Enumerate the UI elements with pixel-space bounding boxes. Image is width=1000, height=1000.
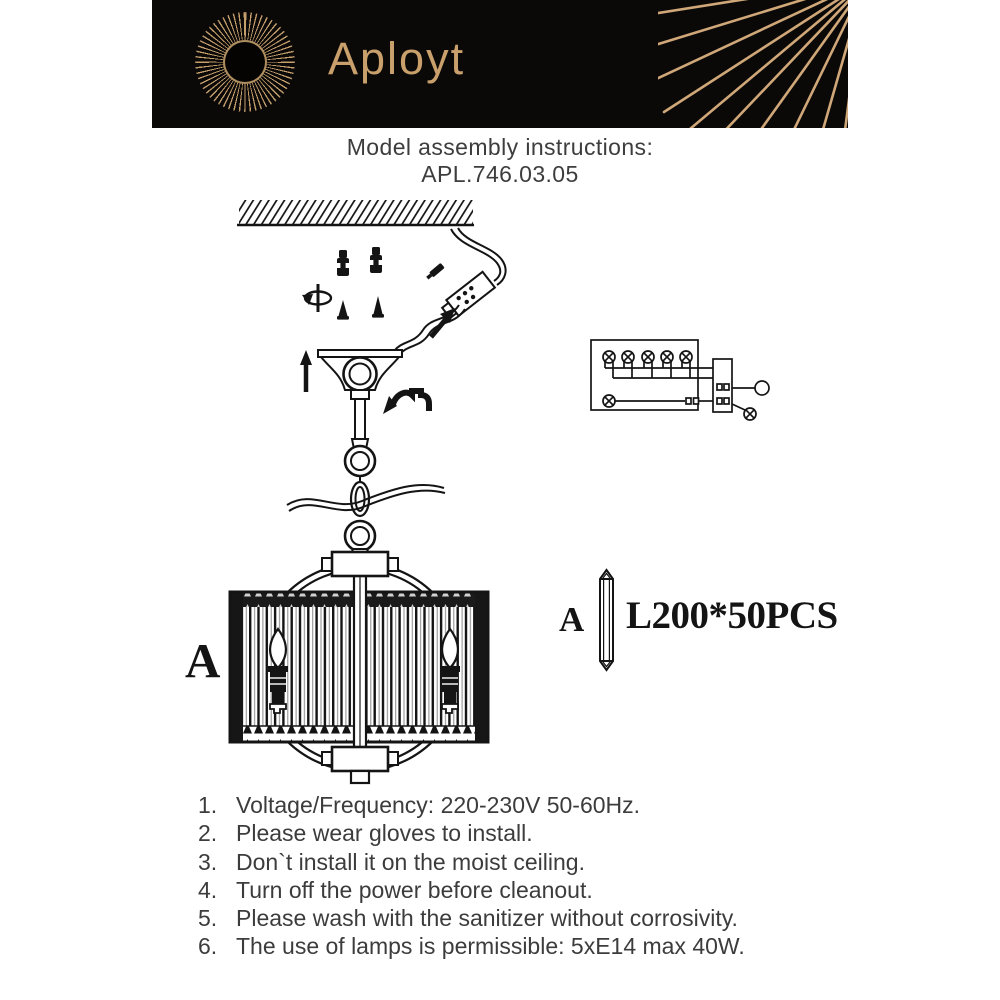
instruction-item <box>198 819 858 847</box>
brand-name: Aployt <box>328 33 466 84</box>
instruction-text: Please wear gloves to install. <box>236 820 533 847</box>
instruction-number: 6. <box>198 933 218 960</box>
wall-anchor-icons <box>337 247 382 276</box>
ceiling-canopy <box>318 350 402 439</box>
instruction-number: 3. <box>198 848 218 875</box>
instruction-list <box>198 791 858 961</box>
rotation-symbol-icon <box>302 284 331 312</box>
top-hub <box>322 552 398 576</box>
instruction-text: Voltage/Frequency: 220-230V 50-60Hz. <box>236 792 641 818</box>
up-arrow <box>300 350 312 392</box>
ceiling-hatch <box>237 200 474 225</box>
instruction-item <box>198 791 858 819</box>
bottom-hub <box>322 747 398 783</box>
hook-tool-icon <box>383 391 429 414</box>
instruction-item <box>198 904 858 932</box>
instruction-item <box>198 876 858 904</box>
instruction-item <box>198 848 858 876</box>
crystal-pendant-drawing <box>600 570 613 670</box>
chandelier-label: A <box>185 633 221 688</box>
instruction-number: 4. <box>198 876 218 903</box>
wiring-diagram <box>591 340 769 420</box>
instruction-text: Please wash with the sanitizer without corrosivity. <box>236 905 738 932</box>
install-direction-arrow <box>431 308 455 337</box>
model-number: APL.746.03.05 <box>421 161 579 187</box>
center-rod <box>354 573 366 749</box>
part-label: A <box>559 600 585 639</box>
instruction-item <box>198 932 858 960</box>
screw-icons <box>337 296 384 320</box>
instruction-number: 5. <box>198 905 218 932</box>
instruction-text: Turn off the power before cleanout. <box>236 876 593 903</box>
instruction-text: The use of lamps is permissible: 5xE14 max 40W. <box>236 933 745 960</box>
connector-bolt-icon <box>425 263 444 281</box>
instruction-number: 1. <box>198 792 218 818</box>
part-spec-label: L200*50PCS <box>626 594 838 637</box>
instruction-number: 2. <box>198 820 218 847</box>
instruction-text: Don`t install it on the moist ceiling. <box>236 848 585 875</box>
page-title: Model assembly instructions: <box>346 134 654 160</box>
